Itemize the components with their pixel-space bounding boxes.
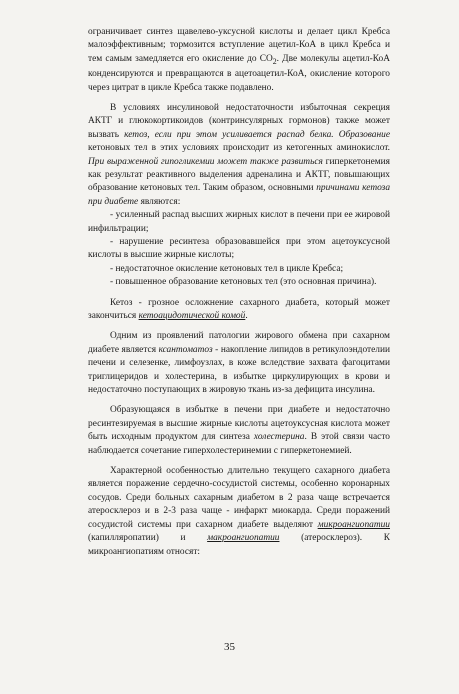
text: (атеросклероз). К микроангиопатиям относят: [88,533,391,557]
text: . В этой связи часто наблюдается сочетание гиперхолестеринемии с гиперкетонемией. [88,432,390,456]
list-item: - нарушение ресинтеза образовавшейся при этом ацетоуксусной кислоты в высшие жирные кислоты; [88,236,390,261]
text: Одним из проявлений патологии жирового обмена при сахарном диабете является [88,331,390,355]
paragraph-krebs [88,26,390,95]
emphasis: микроангиопатии [317,519,390,530]
paragraph-insulin-deficiency [88,102,390,209]
page-body [88,26,390,559]
text: . [245,311,248,321]
emphasis: При выраженной гипогликемии может также развиться [88,156,323,167]
paragraph-ketosis-complication [88,297,390,324]
text: В условиях инсулиновой недостаточности избыточная секреция АКТГ и глюкокортикоидов (контринсулярных гормонов) также может вызвать [88,102,390,140]
list-item: - недостаточное окисление кетоновых тел в цикле Кребса; [110,263,344,274]
text: . Две молекулы ацетил-КоА конденсируются и превращаются в ацетоацетил-КоА, окисление которого через цитрат в цикле Кребса также подавлено. [88,53,390,93]
text: Характерной особенностью длительно текущего сахарного диабета является поражение сердечно-сосудистой системы, особенно коронарных сосудов. Среди больных сахарным диабетом в 2 раза чаще встречается атеросклероз и в 2-3 раза чаще - инфаркт миокарда. Среди поражений сосудистой системы при сахарном диабете выделяют [88,466,390,530]
list-item: - усиленный распад высших жирных кислот в печени при ее жировой инфильтрации; [88,210,390,234]
emphasis: кетоацидотической комой [138,311,246,321]
paragraph-cardiovascular [88,465,390,559]
emphasis: холестерина [253,432,305,443]
text: Образующаяся в избытке в печени при диабете и недостаточно ресинтезируемая в высшие жирные кислоты ацетоуксусная кислота может быть исходным продуктом для синтеза [88,405,390,443]
text: гиперкетонемия как результат реактивного выделения адреналина и АКТГ, повышающих образование кетоновых тел. Таким образом, основными [88,156,390,194]
emphasis: причинами кетоза при диабете [88,183,391,207]
paragraph-cholesterol [88,404,390,458]
emphasis: макроангиопатии [207,533,280,544]
emphasis: ксантоматоз [158,344,213,355]
text: - накопление липидов в ретикулоэндотелии печени и селезенке, лимфоузлах, в коже вследствие захвата фагоцитами триглицеридов и холестерина, в избытке циркулирующих в крови и недостаточно поступающих в жировую ткань из-за дефицита инсулина. [88,344,390,396]
text: являются: [138,196,181,207]
page-number: 35 [224,641,235,653]
text: кетоновых тел в этих условиях происходит из кетогенных аминокислот. [88,143,390,154]
subscript: 2 [272,56,277,66]
text: ограничивает синтез щавелево-уксусной кислоты и делает цикл Кребса малоэффективным; тормозится вступление ацетил-КоА в цикл Кребса и тем самым замедляется его окисление до CO [88,27,390,64]
emphasis: кетоз, если при этом усиливается распад белка. Образование [124,129,390,140]
text: (капилляропатии) и [88,533,208,544]
list-item: - повышенное образование кетоновых тел (это основная причина). [110,277,377,288]
paragraph-xanthomatosis [88,330,390,397]
text: Кетоз - грозное осложнение сахарного диабета, который может закончиться [88,297,390,321]
